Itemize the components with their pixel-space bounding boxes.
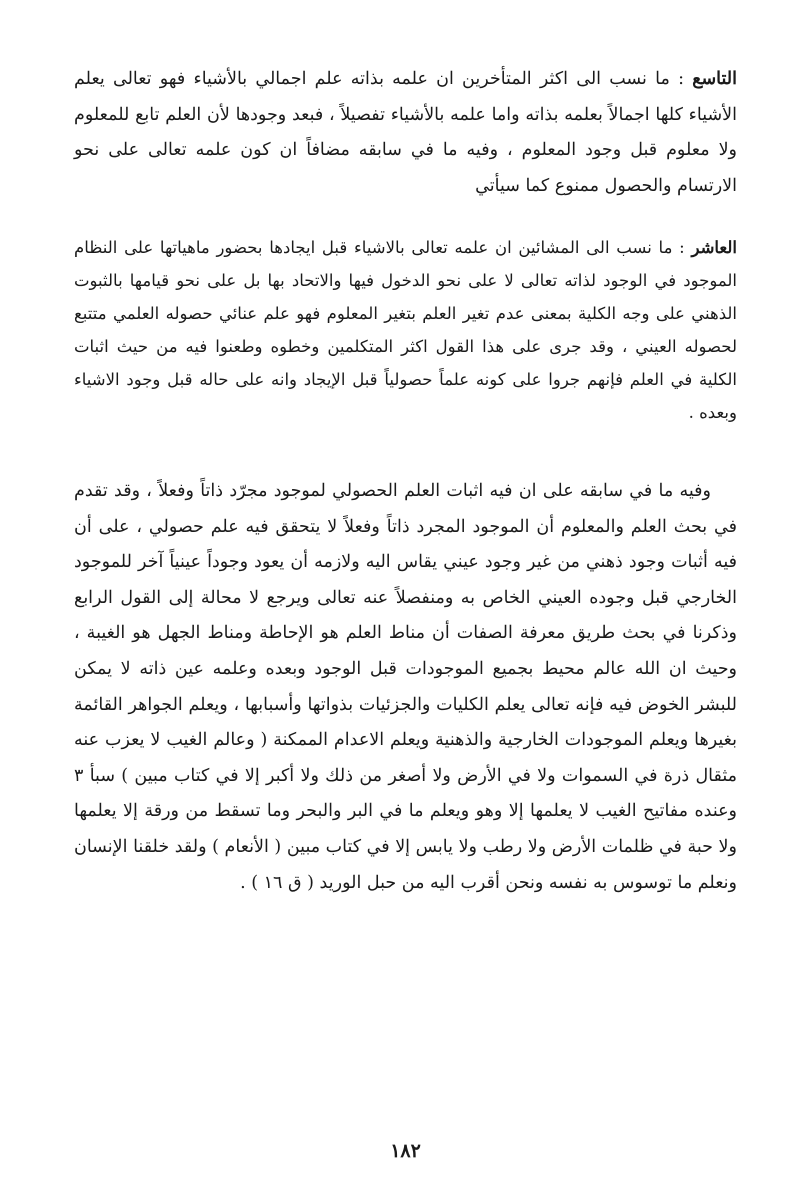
paragraph-text: : ما نسب الى اكثر المتأخرين ان علمه بذاته علم اجمالي بالأشياء فهو تعالى يعلم الأشياء كلها اجمالاً بعلمه بذاته واما علمه بالأشياء تفصيلاً ، فبعد وجودها لأن العلم تابع للمعلوم ولا معلوم قبل وجود المعلوم ، وفيه ما في سابقه مضافاً ان كون علمه تعالى على نحو الارتسام والحصول ممنوع كما سيأتي (74, 69, 737, 196)
paragraph-tenth-view (74, 231, 737, 429)
document-page (74, 62, 737, 1182)
paragraph-text: : ما نسب الى المشائين ان علمه تعالى بالاشياء قبل ايجادها بحضور ماهياتها على النظام الموجود في الوجود لذاته تعالى لا على نحو الدخول فيها والاتحاد بها بل على نحو قيامها بالثبوت الذهني على وجه الكلية بمعنى عدم تغير العلم بتغير المعلوم فهو علم عنائي حصوله العلمي متتبع لحصوله العيني ، وقد جرى على هذا القول اكثر المتكلمين وخطوه وطعنوا فيه من حيث اثبات الكلية في العلم فإنهم جروا على كونه علماً حصولياً قبل الإيجاد وانه على حاله قبل وجود الاشياء وبعده . (74, 238, 737, 422)
paragraph-ninth-view (74, 62, 737, 204)
paragraph-text: وفيه ما في سابقه على ان فيه اثبات العلم الحصولي لموجود مجرّد ذاتاً وفعلاً ، وقد تقدم في بحث العلم والمعلوم أن الموجود المجرد ذاتاً وفعلاً لا يتحقق فيه علم حصولي ، على أن فيه أثبات وجود ذهني من غير وجود عيني يقاس اليه ولازمه أن يعود وجوداً عينياً آخر للموجود الخارجي قبل وجوده العيني الخاص به ومنفصلاً عنه تعالى ويرجع لا محالة إلى القول الرابع وذكرنا في بحث طريق معرفة الصفات أن مناط العلم هو الإحاطة ومناط الجهل هو الغيبة ، وحيث ان الله عالم محيط بجميع الموجودات قبل الوجود وبعده وعلمه عين ذاته لا يمكن للبشر الخوض فيه فإنه تعالى يعلم الكليات والجزئيات بذواتها وأسبابها ، ويعلم الجواهر القائمة بغيرها ويعلم الموجودات الخارجية والذهنية ويعلم الاعدام الممكنة ( وعالم الغيب لا يعزب عنه مثقال ذرة في السموات ولا في الأرض ولا أصغر من ذلك ولا أكبر إلا في كتاب مبين ) سبأ ٣ وعنده مفاتيح الغيب لا يعلمها إلا وهو ويعلم ما في البر والبحر وما تسقط من ورقة إلا يعلمها ولا حبة في ظلمات الأرض ولا رطب ولا يابس إلا في كتاب مبين ( الأنعام ) ولقد خلقنا الإنسان ونعلم ما توسوس به نفسه ونحن أقرب اليه من حبل الوريد ( ق ١٦ ) . (74, 481, 737, 893)
paragraph-commentary (74, 474, 737, 901)
paragraph-heading: التاسع (692, 69, 737, 89)
paragraph-heading: العاشر (691, 238, 737, 257)
page-number: ١٨٢ (390, 1140, 421, 1162)
